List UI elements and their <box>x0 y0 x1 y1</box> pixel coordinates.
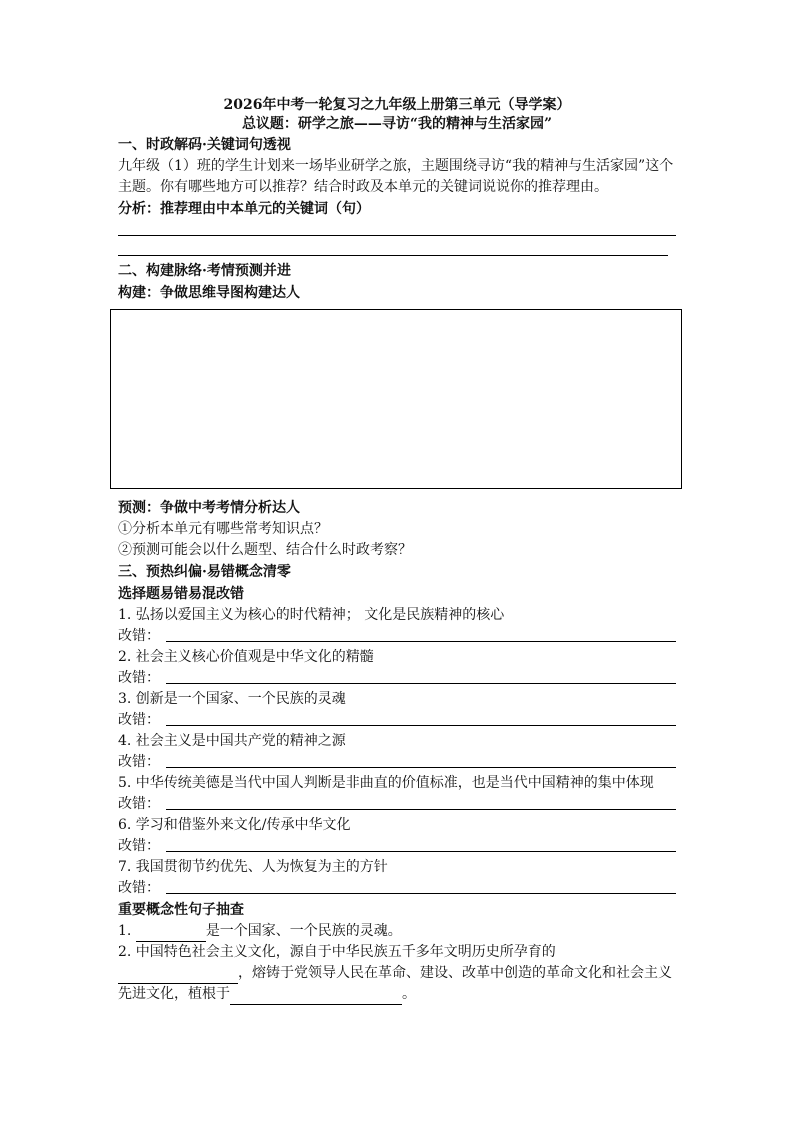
answer-line[interactable] <box>118 220 676 240</box>
build-label: 构建：争做思维导图构建达人 <box>118 285 300 301</box>
fix-row[interactable] <box>118 626 676 647</box>
section3-subheading: 选择题易错易混改错 <box>118 586 244 602</box>
analysis-label: 分析：推荐理由中本单元的关键词（句） <box>118 201 370 217</box>
fill-blank[interactable] <box>118 968 238 984</box>
error-item: 4. 社会主义是中国共产党的精神之源 <box>118 733 346 749</box>
fix-row[interactable] <box>118 752 676 773</box>
concept-number: 1. <box>118 923 136 939</box>
error-items-list <box>118 605 676 899</box>
error-item: 3. 创新是一个国家、一个民族的灵魂 <box>118 691 346 707</box>
answer-line[interactable] <box>118 240 676 260</box>
fix-row[interactable] <box>118 794 676 815</box>
section1-heading: 一、时政解码·关键词句透视 <box>118 137 291 153</box>
fix-row[interactable] <box>118 878 676 899</box>
fix-row[interactable] <box>118 668 676 689</box>
section1-intro: 九年级（1）班的学生计划来一场毕业研学之旅，主题围绕寻访“我的精神与生活家园”这个主题。你有哪些地方可以推荐？结合时政及本单元的关键词说说你的推荐理由。 <box>118 158 674 195</box>
concept-text: 2. 中国特色社会主义文化，源自于中华民族五千多年文明历史所孕育的 <box>118 944 556 960</box>
concept-text: 。 <box>402 986 416 1002</box>
fix-label: 改错： <box>118 712 160 728</box>
fix-row[interactable] <box>118 710 676 731</box>
concept-sentence-2 <box>118 942 676 1005</box>
error-item: 6. 学习和借鉴外来文化/传承中华文化 <box>118 817 351 833</box>
fill-blank[interactable] <box>136 926 206 942</box>
mind-map-box[interactable] <box>110 309 682 489</box>
page-title: 2026年中考一轮复习之九年级上册第三单元（导学案） <box>223 97 571 113</box>
worksheet-page <box>118 96 676 1005</box>
fill-blank[interactable] <box>230 989 402 1005</box>
concept-sentence-1 <box>118 921 676 942</box>
section3-heading: 三、预热纠偏·易错概念清零 <box>118 564 291 580</box>
page-subtitle: 总议题：研学之旅——寻访“我的精神与生活家园” <box>241 116 553 132</box>
fix-label: 改错： <box>118 754 160 770</box>
concept-text: ，熔铸于党领导人民在革命、建设、改革中创造的革命文化和社会主义先进文化，植根于 <box>118 965 672 1002</box>
fix-label: 改错： <box>118 796 160 812</box>
fix-label: 改错： <box>118 838 160 854</box>
error-item: 5. 中华传统美德是当代中国人判断是非曲直的价值标准，也是当代中国精神的集中体现 <box>118 775 654 791</box>
concept-text: 是一个国家、一个民族的灵魂。 <box>205 923 402 939</box>
predict-question: ②预测可能会以什么题型、结合什么时政考察？ <box>118 542 412 558</box>
error-item: 7. 我国贯彻节约优先、人为恢复为主的方针 <box>118 859 388 875</box>
fix-label: 改错： <box>118 880 160 896</box>
error-item: 2. 社会主义核心价值观是中华文化的精髓 <box>118 649 374 665</box>
predict-question: ①分析本单元有哪些常考知识点？ <box>118 521 328 537</box>
fix-label: 改错： <box>118 670 160 686</box>
concept-heading: 重要概念性句子抽查 <box>118 902 244 918</box>
section2-heading: 二、构建脉络·考情预测并进 <box>118 263 291 279</box>
fix-row[interactable] <box>118 836 676 857</box>
fix-label: 改错： <box>118 628 160 644</box>
error-item: 1. 弘扬以爱国主义为核心的时代精神； 文化是民族精神的核心 <box>118 607 505 623</box>
predict-label: 预测：争做中考考情分析达人 <box>118 500 300 516</box>
